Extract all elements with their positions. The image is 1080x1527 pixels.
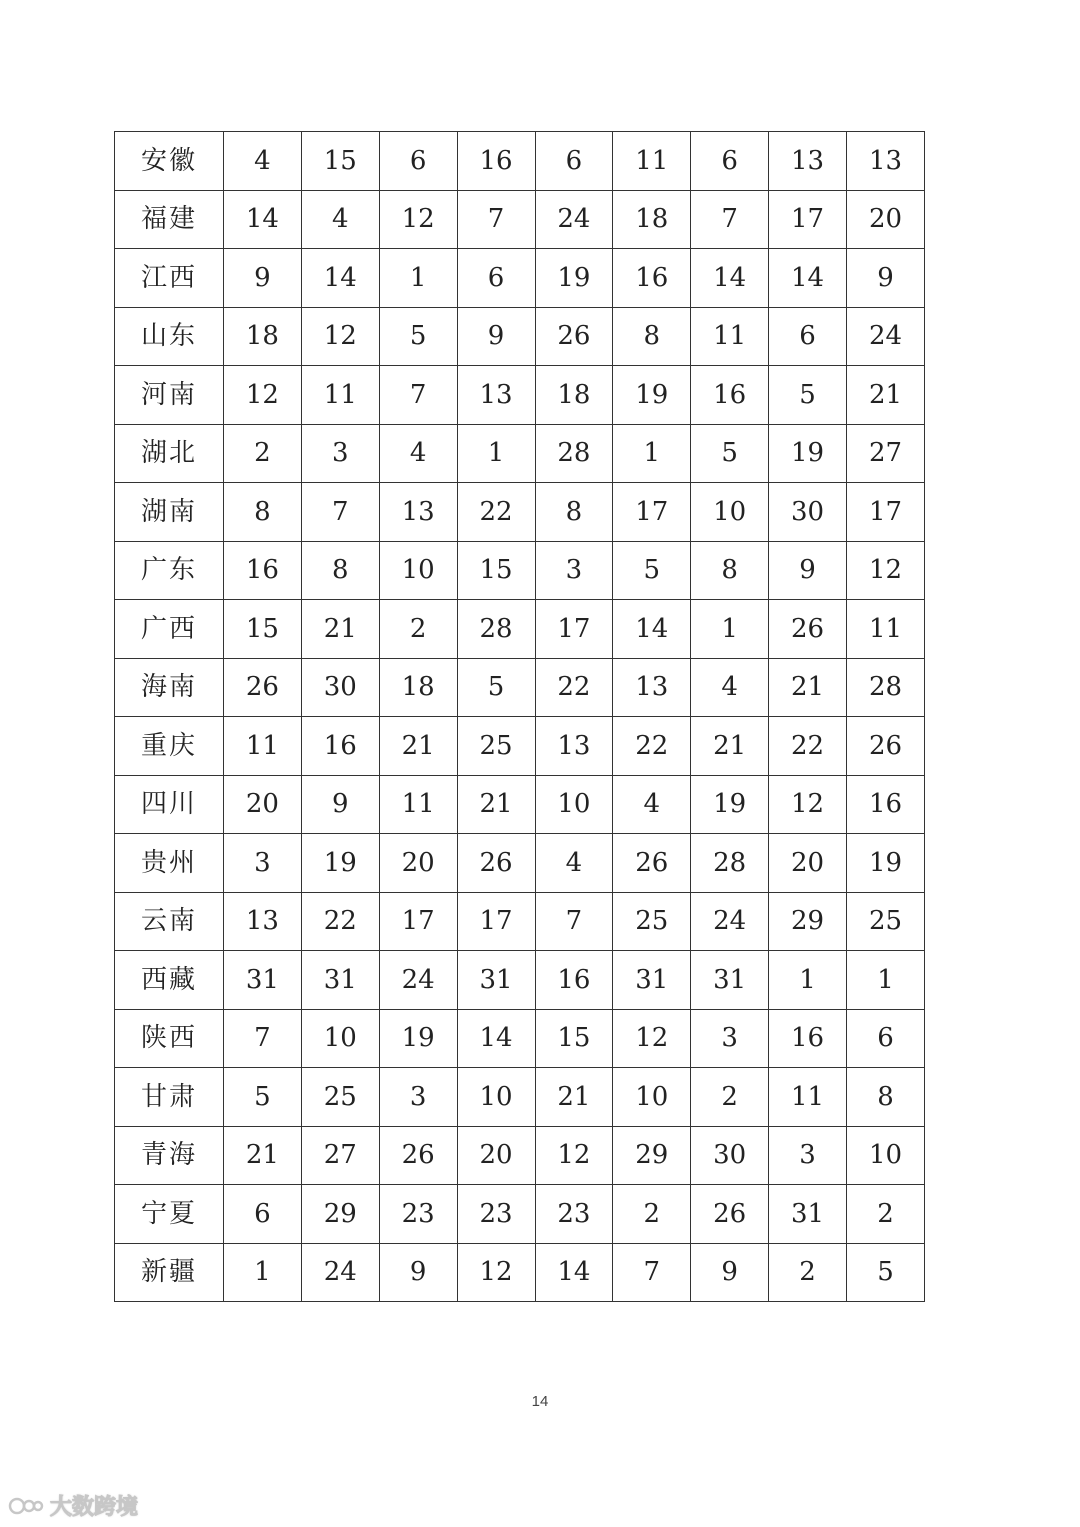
rank-cell: 9 <box>301 775 379 834</box>
rank-cell: 21 <box>691 717 769 776</box>
rank-cell: 9 <box>457 307 535 366</box>
table-row <box>115 834 925 893</box>
rank-cell: 20 <box>457 1126 535 1185</box>
province-cell: 山东 <box>115 307 224 366</box>
rank-cell: 10 <box>847 1126 925 1185</box>
rank-cell: 3 <box>535 541 613 600</box>
rank-cell: 7 <box>535 892 613 951</box>
rank-cell: 11 <box>224 717 302 776</box>
rank-cell: 30 <box>691 1126 769 1185</box>
rank-cell: 25 <box>847 892 925 951</box>
rank-cell: 29 <box>613 1126 691 1185</box>
rank-cell: 21 <box>379 717 457 776</box>
rank-cell: 6 <box>847 1009 925 1068</box>
rank-cell: 12 <box>769 775 847 834</box>
table-row <box>115 1009 925 1068</box>
province-cell: 新疆 <box>115 1243 224 1302</box>
rank-cell: 9 <box>847 249 925 308</box>
province-cell: 海南 <box>115 658 224 717</box>
rank-cell: 9 <box>691 1243 769 1302</box>
rank-cell: 7 <box>301 483 379 542</box>
rank-cell: 14 <box>769 249 847 308</box>
province-cell: 福建 <box>115 190 224 249</box>
rank-cell: 22 <box>613 717 691 776</box>
rank-cell: 26 <box>769 600 847 659</box>
table-row <box>115 951 925 1010</box>
rank-cell: 31 <box>769 1185 847 1244</box>
table-row <box>115 366 925 425</box>
rank-cell: 10 <box>691 483 769 542</box>
rank-cell: 11 <box>769 1068 847 1127</box>
table-row <box>115 541 925 600</box>
rank-cell: 11 <box>301 366 379 425</box>
rank-cell: 28 <box>535 424 613 483</box>
rank-cell: 7 <box>379 366 457 425</box>
rank-cell: 31 <box>301 951 379 1010</box>
rank-cell: 1 <box>457 424 535 483</box>
rank-cell: 20 <box>379 834 457 893</box>
table-row <box>115 424 925 483</box>
rank-cell: 17 <box>847 483 925 542</box>
table-row <box>115 717 925 776</box>
rank-cell: 4 <box>301 190 379 249</box>
rank-cell: 22 <box>769 717 847 776</box>
province-cell: 重庆 <box>115 717 224 776</box>
table-row <box>115 600 925 659</box>
rank-cell: 21 <box>535 1068 613 1127</box>
rank-cell: 26 <box>847 717 925 776</box>
rank-cell: 1 <box>613 424 691 483</box>
rank-cell: 4 <box>691 658 769 717</box>
province-cell: 云南 <box>115 892 224 951</box>
province-cell: 西藏 <box>115 951 224 1010</box>
rank-cell: 1 <box>691 600 769 659</box>
rank-cell: 25 <box>457 717 535 776</box>
rank-cell: 6 <box>379 132 457 191</box>
rank-cell: 23 <box>535 1185 613 1244</box>
table-row <box>115 249 925 308</box>
province-cell: 青海 <box>115 1126 224 1185</box>
rank-cell: 2 <box>847 1185 925 1244</box>
rank-cell: 18 <box>224 307 302 366</box>
rank-cell: 17 <box>379 892 457 951</box>
rank-cell: 1 <box>847 951 925 1010</box>
rank-cell: 30 <box>769 483 847 542</box>
watermark-text: 大数跨境 <box>50 1495 139 1520</box>
rank-cell: 19 <box>535 249 613 308</box>
table-row <box>115 483 925 542</box>
province-cell: 安徽 <box>115 132 224 191</box>
rank-cell: 1 <box>769 951 847 1010</box>
rank-cell: 2 <box>613 1185 691 1244</box>
rank-cell: 17 <box>535 600 613 659</box>
rank-cell: 7 <box>613 1243 691 1302</box>
rank-cell: 26 <box>691 1185 769 1244</box>
rank-cell: 28 <box>691 834 769 893</box>
province-cell: 广东 <box>115 541 224 600</box>
rank-cell: 14 <box>613 600 691 659</box>
rank-cell: 22 <box>301 892 379 951</box>
rank-cell: 4 <box>224 132 302 191</box>
rank-cell: 13 <box>457 366 535 425</box>
rank-cell: 10 <box>613 1068 691 1127</box>
rank-cell: 20 <box>769 834 847 893</box>
rank-cell: 13 <box>535 717 613 776</box>
rank-cell: 19 <box>613 366 691 425</box>
rank-cell: 24 <box>301 1243 379 1302</box>
table-row <box>115 1126 925 1185</box>
rank-cell: 4 <box>379 424 457 483</box>
rank-cell: 5 <box>457 658 535 717</box>
rank-cell: 13 <box>613 658 691 717</box>
rank-cell: 5 <box>847 1243 925 1302</box>
rank-cell: 13 <box>847 132 925 191</box>
rank-cell: 22 <box>535 658 613 717</box>
rank-cell: 10 <box>457 1068 535 1127</box>
rank-cell: 4 <box>535 834 613 893</box>
rank-cell: 5 <box>691 424 769 483</box>
rank-cell: 29 <box>769 892 847 951</box>
rank-cell: 31 <box>613 951 691 1010</box>
rank-cell: 24 <box>535 190 613 249</box>
rank-cell: 15 <box>535 1009 613 1068</box>
rank-cell: 19 <box>379 1009 457 1068</box>
rank-cell: 15 <box>301 132 379 191</box>
rank-cell: 16 <box>457 132 535 191</box>
rank-cell: 24 <box>691 892 769 951</box>
province-cell: 河南 <box>115 366 224 425</box>
table-row <box>115 658 925 717</box>
province-ranking-table <box>114 131 925 1302</box>
rank-cell: 20 <box>847 190 925 249</box>
rank-cell: 13 <box>224 892 302 951</box>
rank-cell: 17 <box>457 892 535 951</box>
rank-cell: 11 <box>379 775 457 834</box>
watermark <box>8 1490 138 1521</box>
rank-cell: 5 <box>769 366 847 425</box>
rank-cell: 12 <box>457 1243 535 1302</box>
rank-cell: 24 <box>379 951 457 1010</box>
rank-cell: 25 <box>301 1068 379 1127</box>
rank-cell: 5 <box>613 541 691 600</box>
rank-cell: 12 <box>224 366 302 425</box>
rank-cell: 26 <box>457 834 535 893</box>
rank-cell: 21 <box>301 600 379 659</box>
rank-cell: 11 <box>613 132 691 191</box>
rank-cell: 14 <box>301 249 379 308</box>
rank-cell: 8 <box>847 1068 925 1127</box>
rank-cell: 19 <box>301 834 379 893</box>
rank-cell: 16 <box>535 951 613 1010</box>
rank-cell: 8 <box>224 483 302 542</box>
rank-cell: 30 <box>301 658 379 717</box>
rank-cell: 23 <box>379 1185 457 1244</box>
rank-cell: 18 <box>613 190 691 249</box>
province-cell: 广西 <box>115 600 224 659</box>
rank-cell: 19 <box>691 775 769 834</box>
table-row <box>115 307 925 366</box>
rank-cell: 11 <box>847 600 925 659</box>
rank-cell: 2 <box>379 600 457 659</box>
rank-cell: 3 <box>769 1126 847 1185</box>
rank-cell: 12 <box>301 307 379 366</box>
rank-cell: 26 <box>379 1126 457 1185</box>
rank-cell: 10 <box>379 541 457 600</box>
rank-cell: 12 <box>379 190 457 249</box>
brand-logo-icon <box>8 1493 44 1519</box>
rank-cell: 12 <box>613 1009 691 1068</box>
rank-cell: 21 <box>769 658 847 717</box>
province-cell: 四川 <box>115 775 224 834</box>
province-cell: 江西 <box>115 249 224 308</box>
rank-cell: 17 <box>613 483 691 542</box>
rank-cell: 22 <box>457 483 535 542</box>
table-row <box>115 1068 925 1127</box>
rank-cell: 31 <box>691 951 769 1010</box>
rank-cell: 2 <box>769 1243 847 1302</box>
rank-cell: 6 <box>535 132 613 191</box>
rank-cell: 24 <box>847 307 925 366</box>
rank-cell: 5 <box>224 1068 302 1127</box>
rank-cell: 12 <box>847 541 925 600</box>
rank-cell: 14 <box>691 249 769 308</box>
rank-cell: 19 <box>769 424 847 483</box>
rank-cell: 16 <box>691 366 769 425</box>
rank-cell: 28 <box>457 600 535 659</box>
rank-cell: 26 <box>535 307 613 366</box>
table-row <box>115 775 925 834</box>
rank-cell: 13 <box>769 132 847 191</box>
rank-cell: 6 <box>457 249 535 308</box>
rank-cell: 3 <box>691 1009 769 1068</box>
rank-cell: 27 <box>301 1126 379 1185</box>
rank-cell: 26 <box>613 834 691 893</box>
province-cell: 宁夏 <box>115 1185 224 1244</box>
rank-cell: 20 <box>224 775 302 834</box>
rank-cell: 2 <box>691 1068 769 1127</box>
rank-cell: 3 <box>224 834 302 893</box>
rank-cell: 19 <box>847 834 925 893</box>
rank-cell: 3 <box>301 424 379 483</box>
rank-cell: 9 <box>379 1243 457 1302</box>
table-row <box>115 1185 925 1244</box>
rank-cell: 6 <box>769 307 847 366</box>
rank-cell: 26 <box>224 658 302 717</box>
rank-cell: 8 <box>691 541 769 600</box>
rank-cell: 4 <box>613 775 691 834</box>
rank-cell: 14 <box>457 1009 535 1068</box>
rank-cell: 14 <box>535 1243 613 1302</box>
rank-cell: 10 <box>301 1009 379 1068</box>
rank-cell: 23 <box>457 1185 535 1244</box>
rank-cell: 18 <box>535 366 613 425</box>
table-body <box>115 132 925 1302</box>
rank-cell: 15 <box>457 541 535 600</box>
rank-cell: 6 <box>691 132 769 191</box>
rank-cell: 7 <box>691 190 769 249</box>
rank-cell: 12 <box>535 1126 613 1185</box>
rank-cell: 11 <box>691 307 769 366</box>
rank-cell: 15 <box>224 600 302 659</box>
rank-cell: 8 <box>535 483 613 542</box>
rank-cell: 29 <box>301 1185 379 1244</box>
table-row <box>115 132 925 191</box>
rank-cell: 14 <box>224 190 302 249</box>
page-number: 14 <box>531 1393 549 1410</box>
rank-cell: 16 <box>301 717 379 776</box>
province-cell: 湖南 <box>115 483 224 542</box>
rank-cell: 9 <box>224 249 302 308</box>
rank-cell: 1 <box>224 1243 302 1302</box>
rank-cell: 3 <box>379 1068 457 1127</box>
rank-cell: 31 <box>224 951 302 1010</box>
rank-cell: 1 <box>379 249 457 308</box>
rank-cell: 6 <box>224 1185 302 1244</box>
rank-cell: 16 <box>224 541 302 600</box>
rank-cell: 16 <box>769 1009 847 1068</box>
province-cell: 湖北 <box>115 424 224 483</box>
table-row <box>115 1243 925 1302</box>
rank-cell: 8 <box>613 307 691 366</box>
rank-cell: 17 <box>769 190 847 249</box>
rank-cell: 9 <box>769 541 847 600</box>
rank-cell: 5 <box>379 307 457 366</box>
rank-cell: 7 <box>457 190 535 249</box>
rank-cell: 7 <box>224 1009 302 1068</box>
rank-cell: 21 <box>224 1126 302 1185</box>
rank-cell: 21 <box>457 775 535 834</box>
province-cell: 甘肃 <box>115 1068 224 1127</box>
rank-cell: 16 <box>613 249 691 308</box>
rank-cell: 27 <box>847 424 925 483</box>
table-row <box>115 892 925 951</box>
rank-cell: 8 <box>301 541 379 600</box>
rank-cell: 13 <box>379 483 457 542</box>
rank-cell: 10 <box>535 775 613 834</box>
rank-cell: 25 <box>613 892 691 951</box>
rank-cell: 21 <box>847 366 925 425</box>
rank-cell: 2 <box>224 424 302 483</box>
rank-cell: 18 <box>379 658 457 717</box>
rank-cell: 31 <box>457 951 535 1010</box>
rank-cell: 16 <box>847 775 925 834</box>
province-cell: 贵州 <box>115 834 224 893</box>
province-cell: 陕西 <box>115 1009 224 1068</box>
table-row <box>115 190 925 249</box>
rank-cell: 28 <box>847 658 925 717</box>
